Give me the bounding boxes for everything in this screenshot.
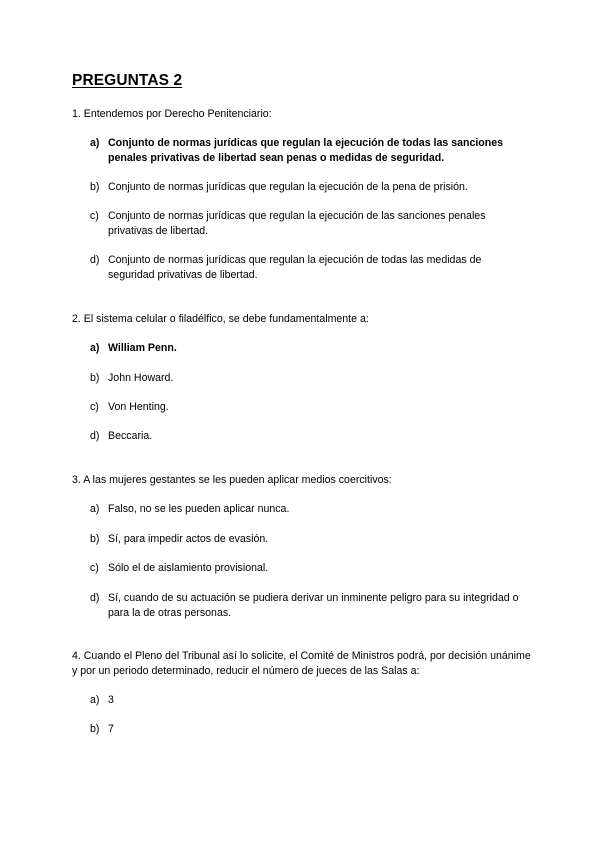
option-letter: a) xyxy=(90,342,100,354)
option-letter: a) xyxy=(90,694,100,706)
question-2-option-d xyxy=(90,429,520,444)
option-text: William Penn. xyxy=(108,342,177,354)
option-letter: b) xyxy=(90,723,100,735)
question-3-option-c xyxy=(90,561,520,576)
question-2-option-b xyxy=(90,371,520,386)
option-text: Conjunto de normas jurídicas que regulan la ejecución de las sanciones penales privativas de libertad. xyxy=(108,210,486,237)
option-letter: c) xyxy=(90,210,99,222)
option-letter: d) xyxy=(90,254,100,266)
question-4-option-a xyxy=(90,693,520,708)
question-3-option-d xyxy=(90,591,520,621)
question-1-option-c xyxy=(90,209,520,239)
question-1-option-a xyxy=(90,136,520,166)
option-letter: a) xyxy=(90,503,100,515)
option-letter: b) xyxy=(90,533,100,545)
page-title: PREGUNTAS 2 xyxy=(72,72,183,89)
option-text: John Howard. xyxy=(108,372,174,384)
question-2-text: 2. El sistema celular o filadélfico, se debe fundamentalmente a: xyxy=(72,313,369,325)
option-text: Conjunto de normas jurídicas que regulan la ejecución de todas las medidas de seguridad privativas de libertad. xyxy=(108,254,482,281)
option-letter: a) xyxy=(90,137,100,149)
question-2-option-a xyxy=(90,341,520,356)
question-3-option-a xyxy=(90,502,520,517)
option-letter: c) xyxy=(90,562,99,574)
option-text: Falso, no se les pueden aplicar nunca. xyxy=(108,503,290,515)
question-4-option-b xyxy=(90,722,520,737)
question-3-option-b xyxy=(90,532,520,547)
option-letter: d) xyxy=(90,592,100,604)
option-text: Sólo el de aislamiento provisional. xyxy=(108,562,269,574)
question-1-option-b xyxy=(90,180,520,195)
option-letter: b) xyxy=(90,372,100,384)
option-text: Conjunto de normas jurídicas que regulan la ejecución de la pena de prisión. xyxy=(108,181,468,193)
option-letter: c) xyxy=(90,401,99,413)
question-1-option-d xyxy=(90,253,520,283)
question-2-option-c xyxy=(90,400,520,415)
option-text: Sí, para impedir actos de evasión. xyxy=(108,533,269,545)
option-text: Sí, cuando de su actuación se pudiera derivar un inminente peligro para su integridad o para la de otras personas. xyxy=(108,592,519,619)
question-1-text: 1. Entendemos por Derecho Penitenciario: xyxy=(72,108,272,120)
question-4-text: 4. Cuando el Pleno del Tribunal así lo solicite, el Comité de Ministros podrá, por decisión unánime y por un periodo determinado, reducir el número de jueces de las Salas a: xyxy=(72,650,531,677)
option-text: 7 xyxy=(108,723,114,735)
option-letter: b) xyxy=(90,181,100,193)
option-text: Beccaria. xyxy=(108,430,153,442)
question-3-text: 3. A las mujeres gestantes se les pueden aplicar medios coercitivos: xyxy=(72,474,392,486)
option-text: 3 xyxy=(108,694,114,706)
option-text: Conjunto de normas jurídicas que regulan la ejecución de todas las sanciones penales privativas de libertad sean penas o medidas de seguridad. xyxy=(108,137,504,164)
option-text: Von Henting. xyxy=(108,401,169,413)
option-letter: d) xyxy=(90,430,100,442)
